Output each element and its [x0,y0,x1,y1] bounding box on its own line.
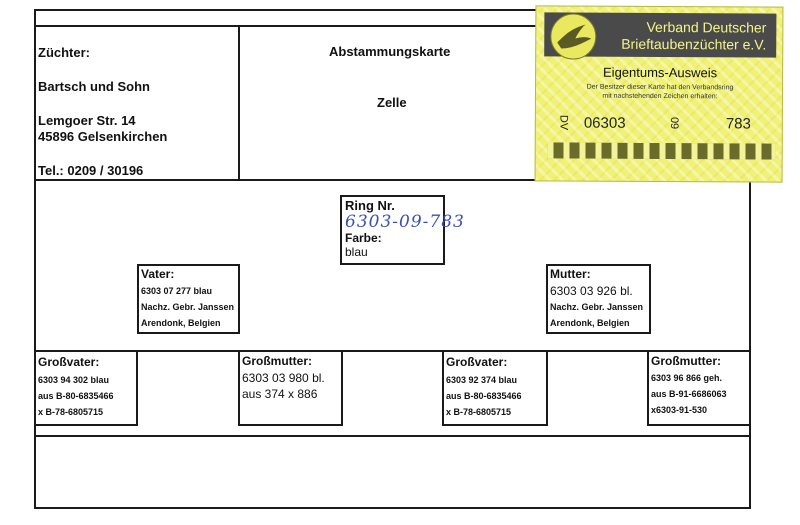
gf2-line3: x B-78-6805715 [446,407,512,417]
breeder-name: Bartsch und Sohn [38,79,150,94]
breeder-city: 45896 Gelsenkirchen [38,129,168,144]
frame-bottom-line [34,507,751,509]
loft-label: Zelle [377,95,407,110]
color-label: Farbe: [345,231,382,245]
color-value: blau [345,245,368,259]
badge-subtitle [536,82,784,101]
mother-box [546,264,651,334]
mother-line1: 6303 03 926 bl. [550,284,633,298]
pedigree-bottom-line [34,435,751,437]
ring-label: Ring Nr. [345,198,395,213]
father-label: Vater: [141,267,175,281]
gm-row-line [34,350,751,352]
father-line1: 6303 07 277 blau [141,286,213,296]
frame-right-line [749,180,751,509]
badge-ring-no: 783 [725,115,751,133]
grandfather-maternal-box [442,350,548,426]
gm1-label: Großmutter: [242,354,312,368]
badge-pattern-stripe [548,142,776,159]
gm2-label: Großmutter: [651,354,721,368]
father-line3: Arendonk, Belgien [141,318,221,328]
gf1-line3: x B-78-6805715 [38,407,104,417]
father-box [137,264,240,334]
badge-loft-no: 06303 [583,114,626,132]
frame-left-line [34,9,36,509]
gf1-line1: 6303 94 302 blau [38,375,110,385]
mother-line3: Arendonk, Belgien [550,318,630,328]
header-divider [238,25,240,180]
badge-year: 09 [667,116,681,130]
breeder-phone: Tel.: 0209 / 30196 [38,163,144,178]
gm2-line2: aus B-91-6686063 [651,389,727,399]
badge-title: Eigentums-Ausweis [602,64,718,81]
badge-ring-row [556,114,771,133]
bird-ring-box [340,195,465,265]
gm2-line3: x6303-91-530 [651,405,708,415]
ring-value: 6303-09-783 [345,212,465,232]
grandmother-paternal-box [238,350,343,426]
pigeon-logo-icon [550,13,596,59]
badge-subtitle-line1: Der Besitzer dieser Karte hat den Verbandsring [586,83,734,92]
breeder-street: Lemgoer Str. 14 [38,113,136,128]
gm2-line1: 6303 96 866 geh. [651,373,723,383]
gf2-line1: 6303 92 374 blau [446,375,518,385]
badge-subtitle-line2: mit nachstehenden Zeichen erhalten: [602,92,718,101]
grandfather-paternal-box [34,350,138,426]
gf2-label: Großvater: [446,355,508,369]
father-line2: Nachz. Gebr. Janssen [141,302,235,312]
gm1-line1: 6303 03 980 bl. [242,371,325,385]
grandmother-maternal-box [647,350,751,426]
gf1-line2: aus B-80-6835466 [38,391,114,401]
badge-prefix: DV [557,114,570,131]
gf2-line2: aus B-80-6835466 [446,391,522,401]
badge-org-line1: Verband Deutscher [646,18,767,36]
gm1-line2: aus 374 x 886 [242,387,318,401]
gf1-label: Großvater: [38,355,100,369]
badge-org-line2: Brieftaubenzüchter e.V. [621,35,767,53]
card-title: Abstammungskarte [329,44,451,59]
breeder-label: Züchter: [38,45,90,60]
mother-line2: Nachz. Gebr. Janssen [550,302,644,312]
ownership-badge [535,5,784,182]
mother-label: Mutter: [550,267,591,281]
